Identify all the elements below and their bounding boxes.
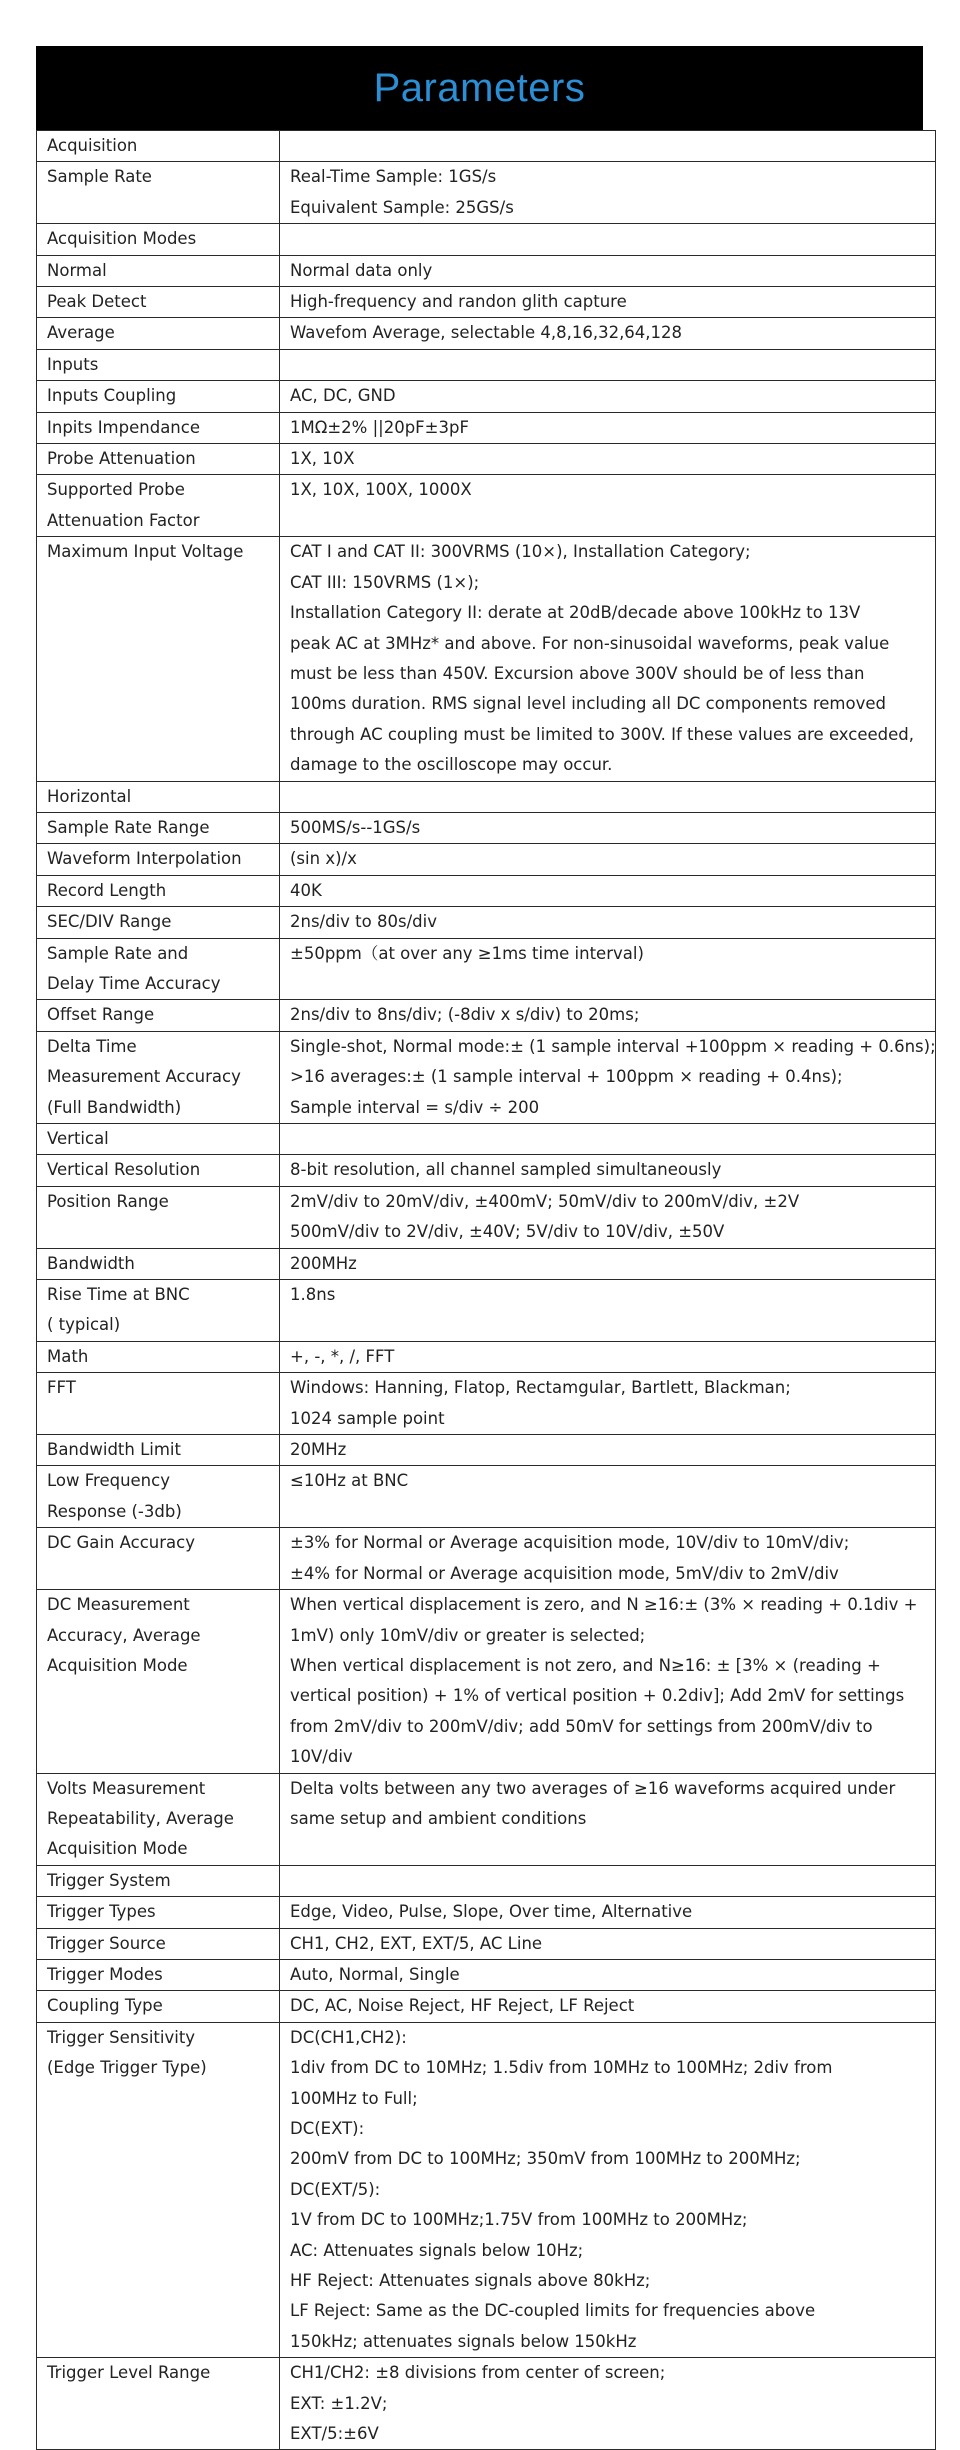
parameter-name	[37, 537, 280, 781]
parameter-value-line: LF Reject: Same as the DC-coupled limits for frequencies above	[290, 2301, 816, 2321]
parameter-name	[37, 781, 280, 812]
table-row	[37, 2358, 936, 2450]
table-row	[37, 1773, 936, 1865]
parameter-name-line: Probe Attenuation	[47, 449, 196, 469]
parameter-name	[37, 844, 280, 875]
parameter-name-line: Inputs Coupling	[47, 386, 177, 406]
page-title: Parameters	[373, 65, 586, 110]
table-row	[37, 349, 936, 380]
parameter-name-line: Sample Rate Range	[47, 817, 210, 837]
parameter-value	[280, 255, 936, 286]
parameter-name	[37, 131, 280, 162]
parameter-value-line: Normal data only	[290, 260, 433, 280]
table-row	[37, 255, 936, 286]
parameter-value-line: >16 averages:± (1 sample interval + 100ppm × reading + 0.4ns);	[290, 1067, 843, 1087]
parameter-name-line: Waveform Interpolation	[47, 849, 242, 869]
parameter-value-line: DC, AC, Noise Reject, HF Reject, LF Reject	[290, 1996, 635, 2016]
parameter-value	[280, 1373, 936, 1435]
parameter-value	[280, 1959, 936, 1990]
table-row	[37, 131, 936, 162]
parameter-value-line: Equivalent Sample: 25GS/s	[290, 197, 514, 217]
parameter-name-line: Trigger Sensitivity	[47, 2027, 196, 2047]
table-row	[37, 1590, 936, 1773]
parameter-value	[280, 475, 936, 537]
parameter-value	[280, 162, 936, 224]
parameter-value-line: through AC coupling must be limited to 300V. If these values are exceeded,	[290, 724, 914, 744]
parameter-value	[280, 1280, 936, 1342]
parameter-value-line: 2ns/div to 8ns/div; (-8div x s/div) to 20ms;	[290, 1005, 640, 1025]
parameter-name	[37, 255, 280, 286]
parameter-name-line: ( typical)	[47, 1315, 121, 1335]
table-row	[37, 444, 936, 475]
parameter-value	[280, 224, 936, 255]
parameter-value	[280, 1466, 936, 1528]
parameter-name-line: Trigger Level Range	[47, 2363, 211, 2383]
parameter-value-line: 500MS/s--1GS/s	[290, 817, 421, 837]
table-row	[37, 1031, 936, 1123]
table-row	[37, 1186, 936, 1248]
parameter-value-line: damage to the oscilloscope may occur.	[290, 755, 613, 775]
parameter-value-line: CH1, CH2, EXT, EXT/5, AC Line	[290, 1933, 543, 1953]
parameter-value-line: ±50ppm（at over any ≥1ms time interval)	[290, 943, 644, 963]
parameter-value-line: 500mV/div to 2V/div, ±40V; 5V/div to 10V/div, ±50V	[290, 1222, 725, 1242]
parameter-name-line: Vertical Resolution	[47, 1160, 201, 1180]
parameter-name-line: Inpits Impendance	[47, 417, 200, 437]
table-row	[37, 287, 936, 318]
parameter-value-line: 1div from DC to 10MHz; 1.5div from 10MHz to 100MHz; 2div from	[290, 2058, 833, 2078]
parameter-value	[280, 1155, 936, 1186]
parameter-name	[37, 412, 280, 443]
table-row	[37, 938, 936, 1000]
parameter-name	[37, 444, 280, 475]
parameter-name	[37, 224, 280, 255]
parameter-value-line: Auto, Normal, Single	[290, 1964, 460, 1984]
parameter-name	[37, 1248, 280, 1279]
table-row	[37, 537, 936, 781]
parameter-value-line: CAT I and CAT II: 300VRMS (10×), Installation Category;	[290, 542, 751, 562]
parameter-name-line: Delay Time Accuracy	[47, 973, 221, 993]
parameter-value-line: ≤10Hz at BNC	[290, 1471, 409, 1491]
table-row	[37, 1435, 936, 1466]
parameter-value-line: (sin x)/x	[290, 849, 357, 869]
table-row	[37, 1865, 936, 1896]
parameter-value	[280, 781, 936, 812]
parameter-name	[37, 318, 280, 349]
table-row	[37, 1000, 936, 1031]
parameter-name-line: Acquisition	[47, 136, 138, 155]
table-row	[37, 781, 936, 812]
parameter-value	[280, 1124, 936, 1155]
title-banner	[36, 46, 923, 130]
parameter-value	[280, 412, 936, 443]
parameter-value	[280, 1031, 936, 1123]
parameter-value-line: from 2mV/div to 200mV/div; add 50mV for settings from 200mV/div to	[290, 1716, 873, 1736]
parameter-value	[280, 318, 936, 349]
parameter-name	[37, 1435, 280, 1466]
parameter-name-line: Rise Time at BNC	[47, 1285, 190, 1305]
parameter-value	[280, 287, 936, 318]
parameter-value-line: EXT/5:±6V	[290, 2424, 379, 2444]
parameter-name	[37, 287, 280, 318]
parameter-value-line: Windows: Hanning, Flatop, Rectamgular, Bartlett, Blackman;	[290, 1378, 791, 1398]
parameter-value	[280, 1000, 936, 1031]
parameter-name-line: Record Length	[47, 880, 167, 900]
parameter-value-line: DC(CH1,CH2):	[290, 2027, 407, 2047]
parameter-name-line: Response (-3db)	[47, 1501, 182, 1521]
parameter-value-line: 1mV) only 10mV/div or greater is selected;	[290, 1625, 646, 1645]
parameter-value	[280, 1773, 936, 1865]
parameter-value-line: 2ns/div to 80s/div	[290, 912, 437, 932]
parameter-name	[37, 1466, 280, 1528]
parameter-value	[280, 537, 936, 781]
parameter-value-line: Single-shot, Normal mode:± (1 sample interval +100ppm × reading + 0.6ns);	[290, 1036, 936, 1056]
parameter-name-line: Peak Detect	[47, 292, 147, 312]
parameter-value-line: Sample interval = s/div ÷ 200	[290, 1097, 540, 1117]
parameter-value-line: 1V from DC to 100MHz;1.75V from 100MHz to 200MHz;	[290, 2210, 748, 2230]
table-row	[37, 1928, 936, 1959]
parameter-name-line: DC Gain Accuracy	[47, 1533, 195, 1553]
parameter-name	[37, 1959, 280, 1990]
parameter-name-line: Measurement Accuracy	[47, 1067, 241, 1087]
parameter-name-line: Trigger System	[47, 1870, 171, 1890]
parameter-value-line: CH1/CH2: ±8 divisions from center of screen;	[290, 2363, 666, 2383]
parameter-value	[280, 1991, 936, 2022]
parameter-value-line: peak AC at 3MHz* and above. For non-sinusoidal waveforms, peak value	[290, 633, 890, 653]
table-row	[37, 875, 936, 906]
parameter-name-line: Offset Range	[47, 1005, 155, 1025]
parameter-value-line: CAT III: 150VRMS (1×);	[290, 572, 480, 592]
parameter-name-line: Average	[47, 323, 115, 343]
parameter-name	[37, 875, 280, 906]
parameter-name-line: Repeatability, Average	[47, 1808, 234, 1828]
parameter-value	[280, 875, 936, 906]
parameter-name-line: Acquisition Mode	[47, 1839, 188, 1859]
parameter-value-line: 100ms duration. RMS signal level including all DC components removed	[290, 694, 886, 714]
parameter-value	[280, 349, 936, 380]
parameter-name-line: Trigger Types	[47, 1902, 156, 1922]
parameter-value-line: 10V/div	[290, 1747, 353, 1767]
parameter-name	[37, 381, 280, 412]
parameter-name	[37, 938, 280, 1000]
parameter-name	[37, 1124, 280, 1155]
table-row	[37, 1528, 936, 1590]
parameter-value-line: 20MHz	[290, 1440, 347, 1460]
table-row	[37, 1155, 936, 1186]
table-row	[37, 318, 936, 349]
parameter-value	[280, 2022, 936, 2357]
parameter-name-line: Trigger Modes	[47, 1964, 163, 1984]
table-row	[37, 1341, 936, 1372]
parameter-value-line: Wavefom Average, selectable 4,8,16,32,64,128	[290, 323, 683, 343]
parameter-value-line: 150kHz; attenuates signals below 150kHz	[290, 2331, 637, 2351]
parameter-name	[37, 475, 280, 537]
table-row	[37, 907, 936, 938]
parameter-name-line: Volts Measurement	[47, 1778, 206, 1798]
parameter-value-line: 100MHz to Full;	[290, 2088, 418, 2108]
parameter-name-line: DC Measurement	[47, 1595, 190, 1615]
parameter-value	[280, 1865, 936, 1896]
table-row	[37, 1897, 936, 1928]
table-row	[37, 1248, 936, 1279]
parameter-value	[280, 1248, 936, 1279]
parameter-name	[37, 1280, 280, 1342]
parameter-value	[280, 907, 936, 938]
parameter-name-line: Delta Time	[47, 1036, 137, 1056]
table-row	[37, 224, 936, 255]
parameter-name-line: Accuracy, Average	[47, 1625, 201, 1645]
table-row	[37, 1373, 936, 1435]
parameter-value-line: High-frequency and randon glith capture	[290, 292, 627, 312]
parameter-name	[37, 1155, 280, 1186]
parameter-value	[280, 844, 936, 875]
parameter-name	[37, 1897, 280, 1928]
table-row	[37, 1280, 936, 1342]
parameter-value-line: 1X, 10X	[290, 449, 355, 469]
parameter-name	[37, 1991, 280, 2022]
parameter-name	[37, 1865, 280, 1896]
parameter-name-line: Sample Rate and	[47, 943, 189, 963]
parameter-name	[37, 812, 280, 843]
parameter-name	[37, 1373, 280, 1435]
parameter-name-line: Acquisition Modes	[47, 229, 197, 249]
parameter-name	[37, 2358, 280, 2450]
parameter-name-line: (Full Bandwidth)	[47, 1097, 182, 1117]
parameter-value	[280, 1928, 936, 1959]
parameter-name	[37, 1928, 280, 1959]
table-row	[37, 1991, 936, 2022]
table-row	[37, 1466, 936, 1528]
parameter-value	[280, 1528, 936, 1590]
parameter-name	[37, 162, 280, 224]
table-row	[37, 381, 936, 412]
parameter-name-line: Supported Probe	[47, 480, 185, 500]
parameter-value-line: 1.8ns	[290, 1285, 336, 1305]
parameter-value-line: When vertical displacement is zero, and N ≥16:± (3% × reading + 0.1div +	[290, 1595, 918, 1615]
parameter-name	[37, 349, 280, 380]
parameter-value	[280, 1186, 936, 1248]
parameter-value-line: EXT: ±1.2V;	[290, 2393, 388, 2413]
table-row	[37, 1124, 936, 1155]
parameter-value-line: vertical position) + 1% of vertical position + 0.2div]; Add 2mV for settings	[290, 1686, 905, 1706]
parameter-name-line: Attenuation Factor	[47, 510, 200, 530]
parameter-value-line: Installation Category II: derate at 20dB/decade above 100kHz to 13V	[290, 603, 861, 623]
parameter-value-line: DC(EXT):	[290, 2119, 365, 2138]
parameter-value	[280, 1341, 936, 1372]
parameter-name	[37, 1773, 280, 1865]
table-row	[37, 162, 936, 224]
parameter-value-line: DC(EXT/5):	[290, 2179, 381, 2199]
parameter-name-line: Bandwidth	[47, 1253, 135, 1273]
parameter-value-line: 1X, 10X, 100X, 1000X	[290, 480, 472, 500]
parameter-value-line: 200MHz	[290, 1253, 357, 1273]
parameter-value-line: AC, DC, GND	[290, 386, 396, 406]
table-row	[37, 812, 936, 843]
parameter-value-line: same setup and ambient conditions	[290, 1808, 587, 1828]
parameter-value	[280, 1897, 936, 1928]
parameter-name	[37, 907, 280, 938]
parameter-value-line: When vertical displacement is not zero, and N≥16: ± [3% × (reading +	[290, 1655, 881, 1675]
parameter-value-line: Edge, Video, Pulse, Slope, Over time, Alternative	[290, 1902, 693, 1922]
parameter-value-line: 200mV from DC to 100MHz; 350mV from 100MHz to 200MHz;	[290, 2149, 801, 2169]
table-row	[37, 412, 936, 443]
parameter-value-line: HF Reject: Attenuates signals above 80kHz;	[290, 2271, 651, 2291]
spec-sheet	[36, 46, 936, 2450]
parameter-name-line: Horizontal	[47, 786, 132, 806]
parameter-name-line: Position Range	[47, 1191, 169, 1211]
parameter-value	[280, 812, 936, 843]
parameter-name	[37, 1341, 280, 1372]
parameter-name-line: Sample Rate	[47, 167, 152, 187]
parameter-value-line: Real-Time Sample: 1GS/s	[290, 167, 497, 187]
parameter-value-line: 8-bit resolution, all channel sampled simultaneously	[290, 1160, 722, 1180]
parameter-value-line: 2mV/div to 20mV/div, ±400mV; 50mV/div to 200mV/div, ±2V	[290, 1191, 800, 1211]
parameters-table	[36, 130, 936, 2450]
parameter-value-line: ±4% for Normal or Average acquisition mode, 5mV/div to 2mV/div	[290, 1563, 839, 1583]
parameter-value	[280, 381, 936, 412]
parameter-name-line: (Edge Trigger Type)	[47, 2058, 207, 2078]
parameter-name-line: FFT	[47, 1378, 76, 1398]
table-row	[37, 1959, 936, 1990]
parameter-name	[37, 1590, 280, 1773]
table-row	[37, 844, 936, 875]
parameter-name-line: Vertical	[47, 1129, 109, 1148]
parameter-value-line: ±3% for Normal or Average acquisition mode, 10V/div to 10mV/div;	[290, 1533, 850, 1553]
parameter-name	[37, 1031, 280, 1123]
parameter-value	[280, 2358, 936, 2450]
parameter-name	[37, 1186, 280, 1248]
parameter-name-line: Acquisition Mode	[47, 1655, 188, 1675]
parameter-name-line: SEC/DIV Range	[47, 912, 172, 932]
parameter-name-line: Math	[47, 1346, 89, 1366]
table-row	[37, 475, 936, 537]
parameter-value-line: must be less than 450V. Excursion above 300V should be of less than	[290, 663, 865, 683]
parameter-value	[280, 1590, 936, 1773]
parameter-value-line: +, -, *, /, FFT	[290, 1346, 395, 1366]
parameter-value	[280, 444, 936, 475]
parameter-name-line: Trigger Source	[47, 1933, 166, 1953]
parameter-value-line: Delta volts between any two averages of ≥16 waveforms acquired under	[290, 1778, 896, 1798]
parameter-name-line: Low Frequency	[47, 1471, 170, 1491]
parameter-name-line: Normal	[47, 260, 107, 280]
parameter-name-line: Maximum Input Voltage	[47, 542, 244, 562]
parameter-value-line: 40K	[290, 880, 322, 900]
parameter-name-line: Inputs	[47, 354, 99, 374]
table-row	[37, 2022, 936, 2357]
parameter-value-line: 1024 sample point	[290, 1408, 445, 1428]
parameter-value-line: AC: Attenuates signals below 10Hz;	[290, 2240, 584, 2260]
parameter-value-line: 1MΩ±2% ||20pF±3pF	[290, 417, 469, 437]
parameter-name	[37, 2022, 280, 2357]
parameter-value	[280, 131, 936, 162]
parameter-name-line: Bandwidth Limit	[47, 1440, 181, 1460]
parameter-name	[37, 1000, 280, 1031]
parameter-value	[280, 1435, 936, 1466]
parameter-name-line: Coupling Type	[47, 1996, 163, 2016]
parameter-value	[280, 938, 936, 1000]
parameter-name	[37, 1528, 280, 1590]
